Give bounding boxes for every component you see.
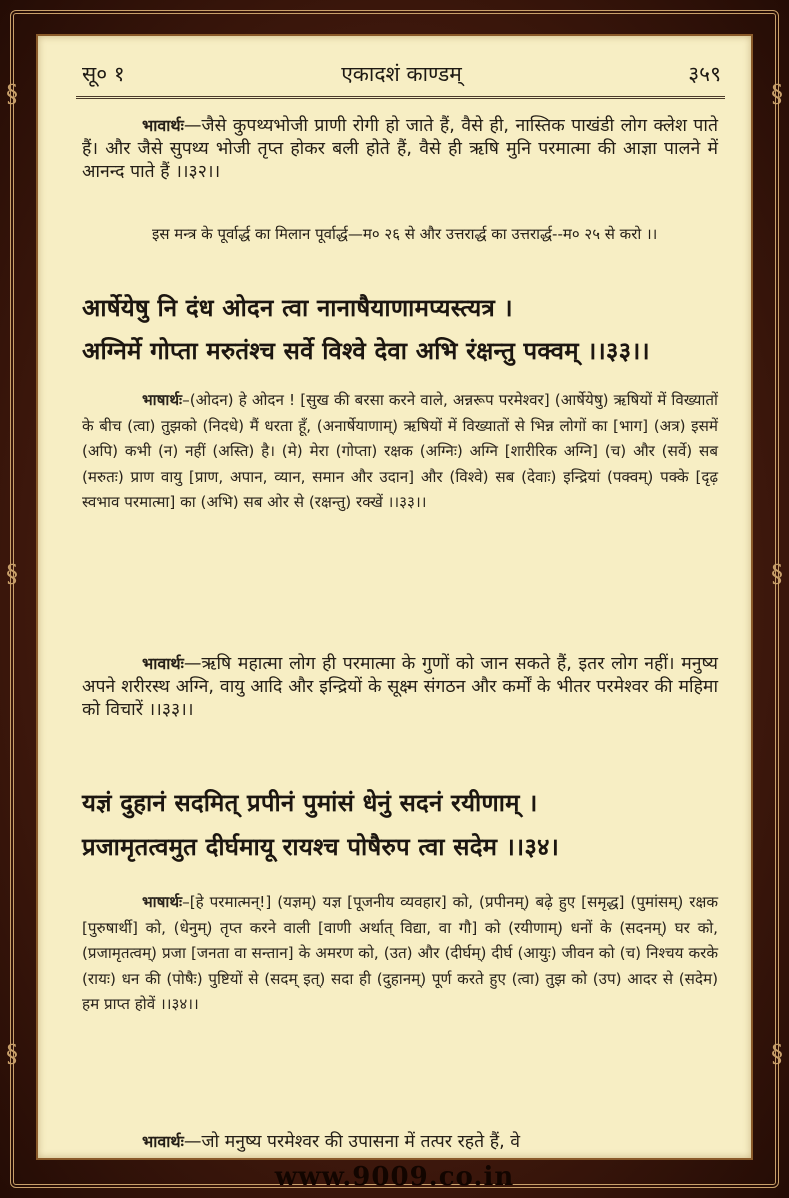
scroll-ornament-icon: § bbox=[771, 80, 783, 108]
bhavarth-label: भावार्थः bbox=[142, 654, 184, 673]
bhashyarth-33 bbox=[82, 388, 718, 644]
mantra-33-line-2: अग्निर्मे गोप्ता मरुतंश्च सर्वे विश्वे देवा अभि रंक्षन्तु पक्वम् ।।३३।। bbox=[82, 337, 650, 365]
bhashyarth-34 bbox=[82, 890, 718, 1126]
bhavarth-32 bbox=[82, 114, 718, 214]
book-page bbox=[36, 34, 753, 1160]
bhavarth-text: —जैसे कुपथ्यभोजी प्राणी रोगी हो जाते हैं, वैसे ही, नास्तिक पाखंडी लोग क्लेश पाते हैं। और जैसे सुपथ्य भोजी तृप्त होकर बली होते हैं, वैसे ही ऋषि मुनि परमात्मा की आज्ञा पालने में आनन्द पाते हैं ।।३२।। bbox=[82, 116, 718, 182]
scroll-ornament-icon: § bbox=[6, 1040, 18, 1068]
bhavarth-34 bbox=[82, 1130, 718, 1154]
scroll-ornament-icon: § bbox=[6, 560, 18, 588]
note-paragraph bbox=[82, 222, 718, 276]
bhavarth-text: —ऋषि महात्मा लोग ही परमात्मा के गुणों को जान सकते हैं, इतर लोग नहीं। मनुष्य अपने शरीरस्थ अग्नि, वायु आदि और इन्द्रियों के सूक्ष्म संगठन और कर्मों के भीतर परमेश्वर की महिमा को विचारें ।।३३।। bbox=[82, 654, 718, 720]
website-watermark: www.9009.co.in bbox=[274, 1162, 515, 1192]
bhashyarth-text: –(ओदन) हे ओदन ! [सुख की बरसा करने वाले, अन्नरूप परमेश्वर] (आर्षेयेषु) ऋषियों में विख्यातों के बीच (त्वा) तुझको (निदधे) मैं धरता हूँ, (अनार्षेयाणाम्) ऋषियों में विख्यातों से भिन्न लोगों का [भाग] (अत्र) इसमें (अपि) कभी (न) नहीं (अस्ति) है। (मे) मेरा (गोप्ता) रक्षक (अग्निः) अग्नि [शारीरिक अग्नि] (च) और (सर्वे) सब (मरुतः) प्राण वायु [प्राण, अपान, व्यान, समान और उदान] और (विश्वे) सब (देवाः) इन्द्रियां (पक्वम्) पक्के [दृढ़ स्वभाव परमात्मा] का (अभि) सब ओर से (रक्षन्तु) रक्खें ।।३३।। bbox=[82, 391, 718, 511]
kanda-title: एकादशं काण्डम् bbox=[341, 62, 462, 86]
page-header bbox=[82, 60, 721, 94]
sukta-number: सू० १ bbox=[82, 62, 125, 86]
scroll-ornament-icon: § bbox=[771, 560, 783, 588]
bhashyarth-label: भाषार्थः bbox=[142, 893, 183, 911]
scroll-ornament-icon: § bbox=[771, 1040, 783, 1068]
bhashyarth-text: –[हे परमात्मन्!] (यज्ञम्) यज्ञ [पूजनीय व्यवहार] को, (प्रपीनम्) बढ़े हुए [समृद्ध] (पुमांसम्) रक्षक [पुरुषार्थी] को, (धेनुम्) तृप्त करने वाली [वाणी अर्थात् विद्या, वा गौ] को (रयीणाम्) धनों के (सदनम्) घर को, (प्रजामृतत्वम्) प्रजा [जनता वा सन्तान] के अमरण को, (उत) और (दीर्घम्) दीर्घ (आयुः) जीवन को (च) निश्चय करके (रायः) धन की (पोषैः) पुष्टियों से (सदम् इत्) सदा ही (दुहानम्) पूर्ण करते हुए (त्वा) तुझ को (उप) आदर से (सदेम) हम प्राप्त होवें ।।३४।। bbox=[82, 893, 718, 1013]
bhavarth-33 bbox=[82, 652, 718, 774]
bhavarth-label: भावार्थः bbox=[142, 116, 184, 135]
page-number: ३५९ bbox=[688, 62, 721, 86]
bhavarth-label: भावार्थः bbox=[142, 1132, 184, 1151]
bhavarth-text: —जो मनुष्य परमेश्वर की उपासना में तत्पर रहते हैं, वे bbox=[183, 1132, 521, 1152]
bhashyarth-label: भाषार्थः bbox=[142, 391, 183, 409]
mantra-34-line-1: यज्ञं दुहानं सदमित् प्रपीनं पुमांसं धेनुं सदनं रयीणाम् । bbox=[82, 789, 538, 817]
note-text: इस मन्त्र के पूर्वार्द्ध का मिलान पूर्वार्द्ध—म० २६ से और उत्तरार्द्ध का उत्तरार्द्ध--म० २५ से करो ।। bbox=[152, 225, 658, 243]
mantra-33-line-1: आर्षेयेषु नि दंध ओदन त्वा नानाषैयाणामप्यस्त्यत्र । bbox=[82, 294, 513, 322]
header-divider bbox=[76, 96, 725, 99]
mantra-34-line-2: प्रजामृतत्वमुत दीर्घमायू रायश्च पोषैरुप त्वा सदेम ।।३४। bbox=[82, 833, 559, 861]
scroll-ornament-icon: § bbox=[6, 80, 18, 108]
